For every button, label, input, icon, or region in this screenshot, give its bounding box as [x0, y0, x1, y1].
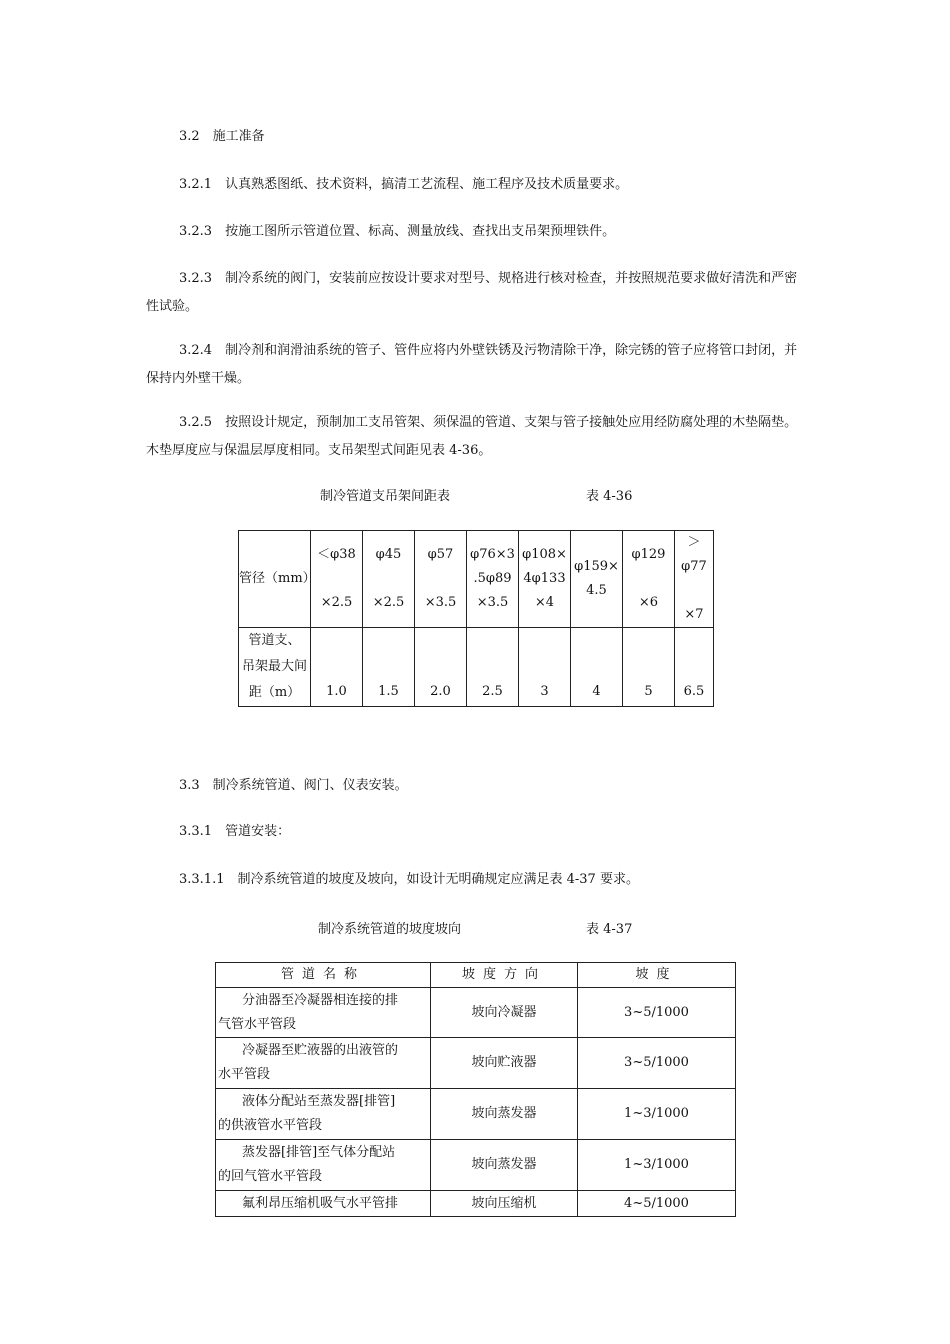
- diameter-cell: ＞ φ77 ×7: [675, 531, 714, 628]
- pipe-name: 液体分配站至蒸发器[排管] 的供液管水平管段: [216, 1089, 431, 1140]
- spacing-value: 4: [571, 628, 623, 707]
- diameter-cell: φ57 ×3.5: [415, 531, 467, 628]
- pipe-name: 冷凝器至贮液器的出液管的 水平管段: [216, 1038, 431, 1089]
- table-row: [216, 1140, 736, 1191]
- spacing-value: 2.5: [467, 628, 519, 707]
- slope-value: 1~3/1000: [578, 1089, 736, 1140]
- spacing-value: 1.0: [311, 628, 363, 707]
- spacing-label: 管道支、 吊架最大间 距（m）: [239, 628, 311, 707]
- table-header-row: [216, 963, 736, 988]
- diameter-cell: φ159× 4.5: [571, 531, 623, 628]
- slope-direction: 坡向压缩机: [431, 1191, 578, 1217]
- section-3-2-3-a: 3.2.3 按施工图所示管道位置、标高、测量放线、查找出支吊架预埋铁件。: [179, 224, 616, 239]
- header-slope: 坡度: [578, 963, 736, 988]
- slope-value: 4~5/1000: [578, 1191, 736, 1217]
- section-3-2-5: 3.2.5 按照设计规定，预制加工支吊管架、须保温的管道、支架与管子接触处应用经防腐处理的木垫隔垫。木垫厚度应与保温层厚度相同。支吊架型式间距见表 4-36。: [146, 415, 798, 458]
- slope-direction: 坡向冷凝器: [431, 988, 578, 1038]
- header-slope-direction: 坡度方向: [431, 963, 578, 988]
- table-row: [216, 1089, 736, 1140]
- pipe-slope-table: [215, 962, 736, 1217]
- table-row: [216, 1038, 736, 1089]
- table-row: [216, 988, 736, 1038]
- header-pipe-name: 管道名称: [216, 963, 431, 988]
- section-3-2: 3.2 施工准备: [179, 129, 265, 144]
- diameter-cell: φ76×3 .5φ89 ×3.5: [467, 531, 519, 628]
- slope-value: 3~5/1000: [578, 1038, 736, 1089]
- section-3-2-4: 3.2.4 制冷剂和润滑油系统的管子、管件应将内外壁铁锈及污物清除干净，除完锈的管子应将管口封闭，并保持内外壁干燥。: [146, 343, 798, 386]
- pipe-name: 分油器至冷凝器相连接的排 气管水平管段: [216, 988, 431, 1038]
- table-row: [239, 628, 714, 707]
- section-3-3-1: 3.3.1 管道安装：: [179, 824, 291, 839]
- table-row: [239, 531, 714, 628]
- spacing-value: 2.0: [415, 628, 467, 707]
- diameter-label: 管径（mm）: [239, 531, 311, 628]
- table-4-37-caption: 制冷系统管道的坡度坡向: [318, 922, 462, 937]
- spacing-value: 3: [519, 628, 571, 707]
- spacing-value: 1.5: [363, 628, 415, 707]
- slope-value: 1~3/1000: [578, 1140, 736, 1191]
- slope-value: 3~5/1000: [578, 988, 736, 1038]
- section-3-3-1-1: 3.3.1.1 制冷系统管道的坡度及坡向，如设计无明确规定应满足表 4-37 要求。: [179, 872, 639, 887]
- table-row: [216, 1191, 736, 1217]
- diameter-cell: ＜φ38 ×2.5: [311, 531, 363, 628]
- spacing-value: 5: [623, 628, 675, 707]
- table-4-36-number: 表 4-36: [586, 489, 633, 504]
- slope-direction: 坡向蒸发器: [431, 1140, 578, 1191]
- pipe-name: 蒸发器[排管]至气体分配站 的回气管水平管段: [216, 1140, 431, 1191]
- section-3-2-3-b: 3.2.3 制冷系统的阀门，安装前应按设计要求对型号、规格进行核对检查，并按照规范要求做好清洗和严密性试验。: [146, 271, 798, 314]
- pipe-support-spacing-table: [238, 530, 714, 707]
- diameter-cell: φ45 ×2.5: [363, 531, 415, 628]
- pipe-name: 氟利昂压缩机吸气水平管排: [216, 1191, 431, 1217]
- section-3-2-1: 3.2.1 认真熟悉图纸、技术资料，搞清工艺流程、施工程序及技术质量要求。: [179, 177, 629, 192]
- table-4-37-number: 表 4-37: [586, 922, 633, 937]
- section-3-3: 3.3 制冷系统管道、阀门、仪表安装。: [179, 778, 408, 793]
- diameter-cell: φ108× 4φ133 ×4: [519, 531, 571, 628]
- slope-direction: 坡向贮液器: [431, 1038, 578, 1089]
- table-4-36-caption: 制冷管道支吊架间距表: [320, 489, 451, 504]
- slope-direction: 坡向蒸发器: [431, 1089, 578, 1140]
- spacing-value: 6.5: [675, 628, 714, 707]
- diameter-cell: φ129 ×6: [623, 531, 675, 628]
